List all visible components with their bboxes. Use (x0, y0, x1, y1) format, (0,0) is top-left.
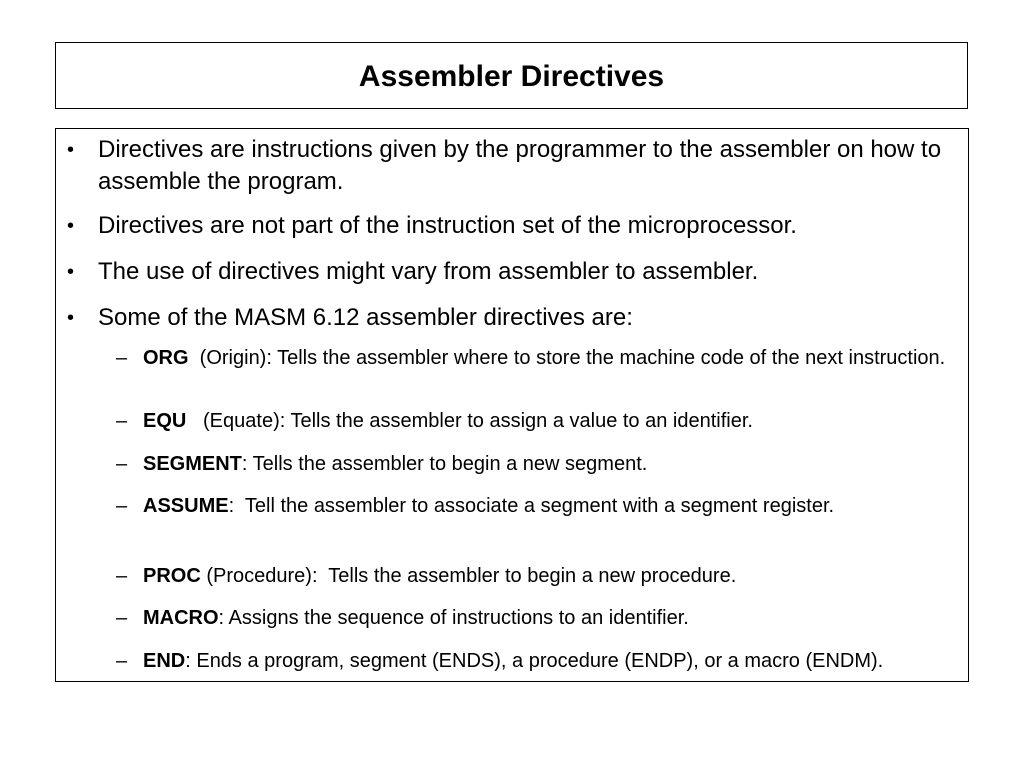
dash-icon: – (116, 607, 128, 629)
directive-keyword: EQU (143, 410, 187, 432)
bullet-text: The use of directives might vary from assembler to assembler. (98, 258, 759, 285)
dash-icon: – (116, 410, 128, 432)
directive-keyword: ORG (143, 347, 189, 369)
directive-description: : Assigns the sequence of instructions to an identifier. (218, 607, 689, 629)
bullet-icon: • (67, 215, 75, 237)
directive-keyword: PROC (143, 565, 201, 587)
slide-title: Assembler Directives (358, 59, 665, 93)
dash-icon: – (116, 565, 128, 587)
bullet-text: Directives are not part of the instruction set of the microprocessor. (98, 212, 797, 239)
directive-description: (Origin): Tells the assembler where to store the machine code of the next instruction. (188, 347, 946, 369)
directive-description: : Ends a program, segment (ENDS), a procedure (ENDP), or a macro (ENDM). (185, 650, 884, 672)
bullet-icon: • (67, 261, 75, 283)
directive-keyword: ASSUME (143, 495, 229, 517)
directive-description: (Procedure): Tells the assembler to begin a new procedure. (200, 565, 737, 587)
bullet-text: Directives are instructions given by the programmer to the assembler on how to assemble the program. (98, 136, 942, 195)
bullet-icon: • (67, 139, 75, 161)
dash-icon: – (116, 495, 128, 517)
dash-icon: – (116, 650, 128, 672)
directive-keyword: END (143, 650, 186, 672)
dash-icon: – (116, 453, 128, 475)
bullet-icon: • (67, 307, 75, 329)
directive-keyword: SEGMENT (143, 453, 242, 475)
dash-icon: – (116, 347, 128, 369)
directive-description: : Tells the assembler to begin a new segment. (241, 453, 648, 475)
bullet-text: Some of the MASM 6.12 assembler directives are: (98, 304, 633, 331)
directive-description: : Tell the assembler to associate a segment with a segment register. (228, 495, 835, 517)
directive-keyword: MACRO (143, 607, 219, 629)
directive-description: (Equate): Tells the assembler to assign a value to an identifier. (186, 410, 753, 432)
